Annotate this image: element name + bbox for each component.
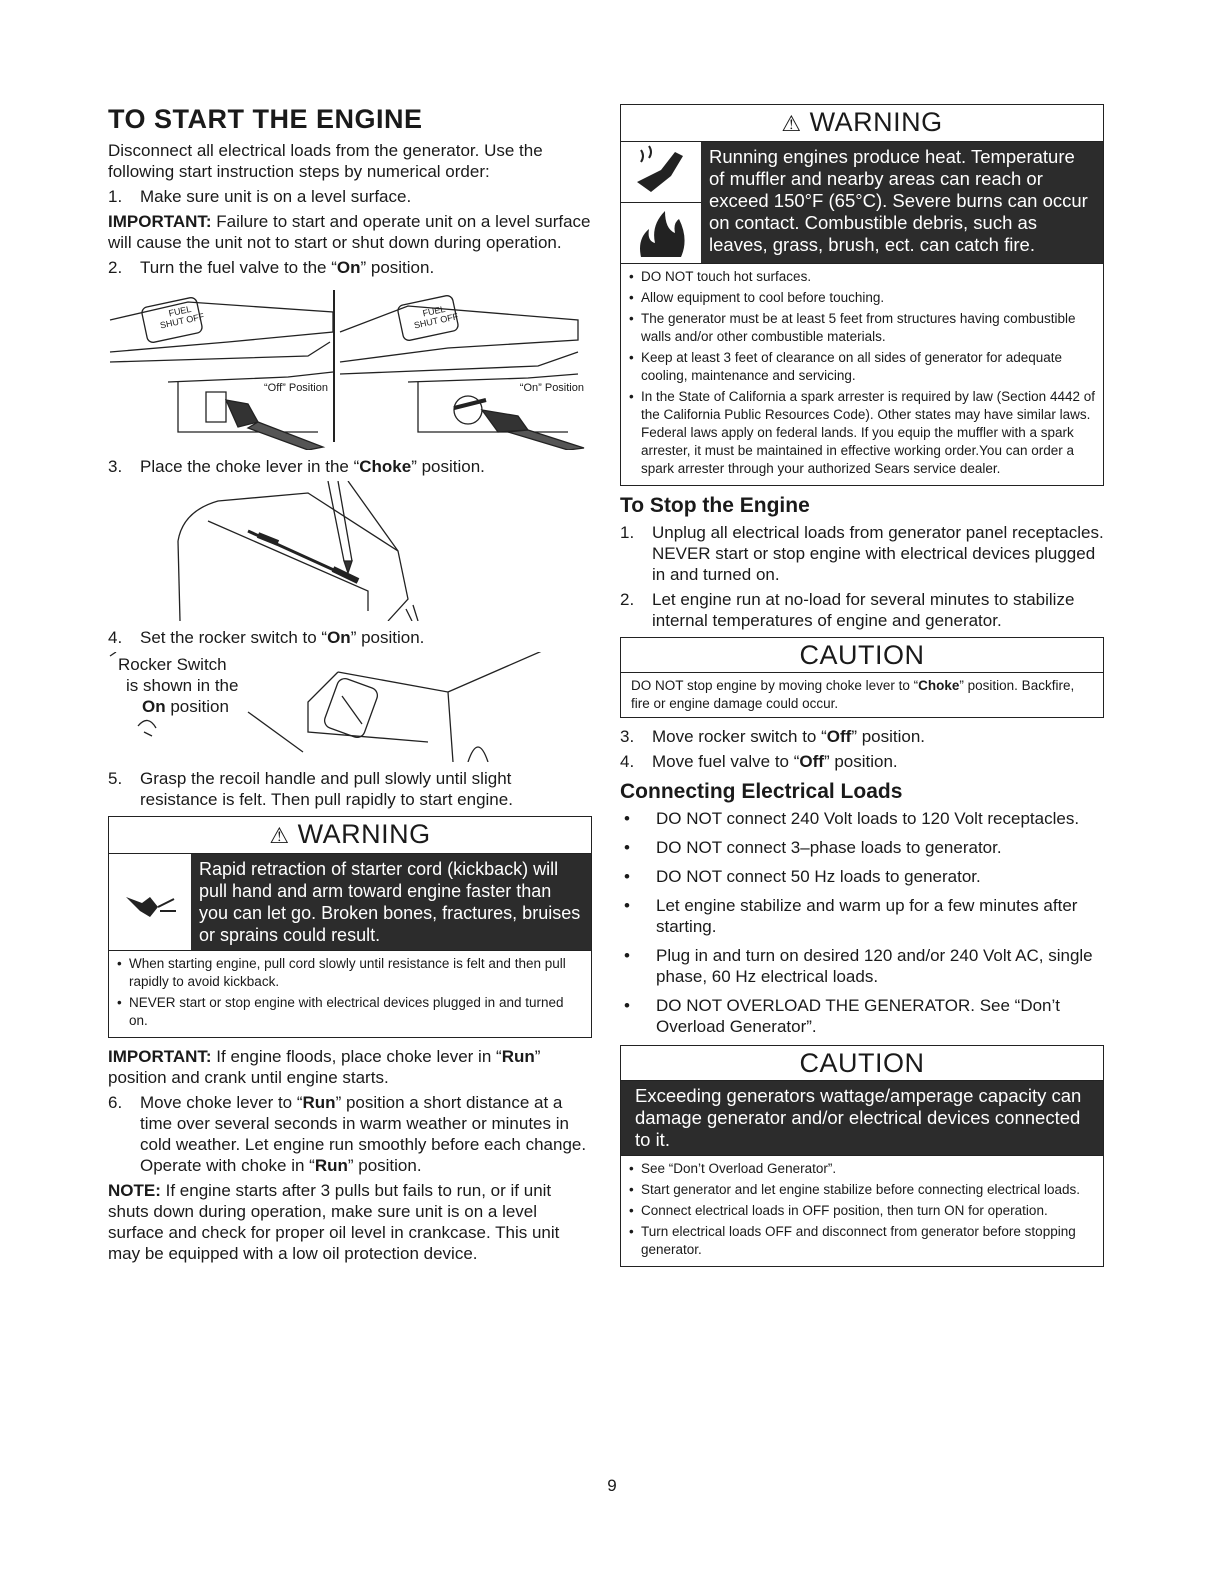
rocker-switch-illustration <box>108 652 592 762</box>
step-number: 5. <box>108 769 123 788</box>
choke-lever-illustration <box>108 481 592 621</box>
caution-title: CAUTION <box>799 640 925 670</box>
rocker-switch-figure <box>108 652 592 762</box>
list-item: • In the State of California a spark arrester is required by law (Section 4442 of the California Public Resources Code). Other states may have similar laws. Federal laws apply on federal lands. If you equip the muffler with a spark arrester, it must be maintained in effective working order.You can order a spark arrester through your authorized Sears service dealer. <box>629 389 1095 476</box>
hot-surface-icon <box>621 142 701 202</box>
warning-bullets <box>109 951 591 1037</box>
kickback-hand-icon <box>109 854 191 950</box>
step-2 <box>108 257 592 278</box>
rocker-caption-line2: is shown in the <box>126 676 239 695</box>
step-number: 3. <box>108 457 123 476</box>
warning-banner-text: Running engines produce heat. Temperature of muffler and nearby areas can reach or exceed 150°F (65°C). Severe burns can occur on contact. Combustible debris, such as leaves, grass, brush, ect. can catch fire. <box>701 142 1103 263</box>
fuel-label-right: FUEL SHUT OFF <box>413 303 460 331</box>
step-4 <box>108 627 592 648</box>
list-item: • Plug in and turn on desired 120 and/or 240 Volt AC, single phase, 60 Hz electrical loads. <box>624 946 1093 986</box>
stop-step-3: 3. Move rocker switch to “Off” position. <box>620 727 926 746</box>
on-position-label: “On” Position <box>519 382 584 394</box>
rocker-caption-line3: On position <box>142 697 229 716</box>
warning-banner <box>109 853 591 951</box>
fuel-label-left: FUEL SHUT OFF <box>159 303 206 331</box>
list-item: • Start generator and let engine stabilize before connecting electrical loads. <box>629 1182 1081 1197</box>
list-item: • DO NOT connect 240 Volt loads to 120 Volt receptacles. <box>624 809 1080 828</box>
list-item: • Allow equipment to cool before touching. <box>629 290 885 305</box>
stop-step-4: 4. Move fuel valve to “Off” position. <box>620 752 898 771</box>
choke-lever-figure <box>108 481 592 621</box>
stop-engine-heading: To Stop the Engine <box>620 494 810 517</box>
step-text: Make sure unit is on a level surface. <box>140 187 412 206</box>
list-item: • DO NOT connect 50 Hz loads to generator. <box>624 867 981 886</box>
list-item: • DO NOT OVERLOAD THE GENERATOR. See “Don’t Overload Generator”. <box>624 996 1061 1036</box>
step-number: 6. <box>108 1093 123 1112</box>
capacity-caution-box <box>620 1045 1104 1267</box>
important-label: IMPORTANT: <box>108 212 212 231</box>
list-item: • NEVER start or stop engine with electrical devices plugged in and turned on. <box>117 995 564 1028</box>
fuel-valve-figure <box>108 282 592 450</box>
list-item: • Let engine stabilize and warm up for a few minutes after starting. <box>624 896 1078 936</box>
list-item: • See “Don’t Overload Generator”. <box>629 1161 837 1176</box>
warning-title: ⚠ WARNING <box>269 819 431 849</box>
step-5 <box>108 768 592 810</box>
loads-list <box>620 808 1104 1037</box>
list-item: • The generator must be at least 5 feet from structures having combustible walls and/or other combustible materials. <box>629 311 1076 344</box>
list-item: • Keep at least 3 feet of clearance on all sides of generator for adequate cooling, maintenance and servicing. <box>629 350 1063 383</box>
fire-icon <box>621 202 701 263</box>
list-item: • When starting engine, pull cord slowly until resistance is felt and then pull rapidly to avoid kickback. <box>117 956 566 989</box>
caution-text: DO NOT stop engine by moving choke lever to “Choke” position. Backfire, fire or engine damage could occur. <box>621 672 1103 717</box>
step-text: Set the rocker switch to “On” position. <box>140 628 425 647</box>
step-number: 4. <box>108 628 123 647</box>
warning-icons <box>621 142 701 263</box>
off-position-label: “Off” Position <box>264 382 328 394</box>
list-item: • DO NOT connect 3–phase loads to generator. <box>624 838 1002 857</box>
important-flood-note: IMPORTANT: If engine floods, place choke lever in “Run” position and crank until engine starts. <box>108 1047 541 1087</box>
caution-bullets <box>621 1156 1103 1266</box>
warning-triangle-icon: ⚠ <box>781 111 802 136</box>
heat-warning-box <box>620 104 1104 486</box>
start-engine-heading: TO START THE ENGINE <box>108 104 423 134</box>
warning-banner <box>621 141 1103 264</box>
kickback-warning-box <box>108 816 592 1038</box>
connecting-loads-heading: Connecting Electrical Loads <box>620 780 903 803</box>
caution-title: CAUTION <box>799 1048 925 1078</box>
list-item: • Connect electrical loads in OFF position, then turn ON for operation. <box>629 1203 1048 1218</box>
start-intro: Disconnect all electrical loads from the generator. Use the following start instruction steps by numerical order: <box>108 141 543 181</box>
left-column <box>108 104 592 1268</box>
step-text: Turn the fuel valve to the “On” position. <box>140 258 435 277</box>
stop-step-1: 1. Unplug all electrical loads from generator panel receptacles. NEVER start or stop engine with electrical devices plugged in and turned on. <box>620 523 1104 584</box>
caution-banner-text: Exceeding generators wattage/amperage capacity can damage generator and/or electrical devices connected to it. <box>621 1081 1103 1155</box>
important-level-note <box>108 211 592 253</box>
step-text: Move choke lever to “Run” position a short distance at a time over several seconds in warm weather or minutes in cold weather. Let engine run smoothly before each change. Operate with choke in “Run” position. <box>140 1093 587 1175</box>
step-text: Grasp the recoil handle and pull slowly until slight resistance is felt. Then pull rapidly to start engine. <box>140 769 513 809</box>
important-text: Failure to start and operate unit on a level surface will cause the unit not to start or shut down during operation. <box>108 212 591 252</box>
list-item: • DO NOT touch hot surfaces. <box>629 269 812 284</box>
step-number: 1. <box>108 187 123 206</box>
step-3 <box>108 456 592 477</box>
note-paragraph: NOTE: If engine starts after 3 pulls but fails to run, or if unit shuts down during operation, make sure unit is on a level surface and check for proper oil level in crankcase. This unit may be equipped with a low oil protection device. <box>108 1181 560 1263</box>
right-column <box>620 104 1104 1275</box>
step-1 <box>108 186 592 207</box>
warning-icons <box>109 854 191 950</box>
choke-caution-box <box>620 637 1104 718</box>
page-number: 9 <box>607 1476 617 1495</box>
warning-banner-text: Rapid retraction of starter cord (kickback) will pull hand and arm toward engine faster than you can let go. Broken bones, fractures, bruises or sprains could result. <box>191 854 591 950</box>
rocker-caption-line1: Rocker Switch <box>118 655 227 674</box>
warning-bullets <box>621 264 1103 485</box>
list-item: • Turn electrical loads OFF and disconnect from generator before stopping generator. <box>629 1224 1076 1257</box>
step-number: 2. <box>108 258 123 277</box>
step-6 <box>108 1092 592 1176</box>
step-text: Place the choke lever in the “Choke” position. <box>140 457 485 476</box>
warning-title: ⚠ WARNING <box>781 107 943 137</box>
caution-banner <box>621 1080 1103 1156</box>
warning-triangle-icon: ⚠ <box>269 823 290 848</box>
stop-step-2: 2. Let engine run at no-load for several minutes to stabilize internal temperatures of engine and generator. <box>620 590 1075 630</box>
